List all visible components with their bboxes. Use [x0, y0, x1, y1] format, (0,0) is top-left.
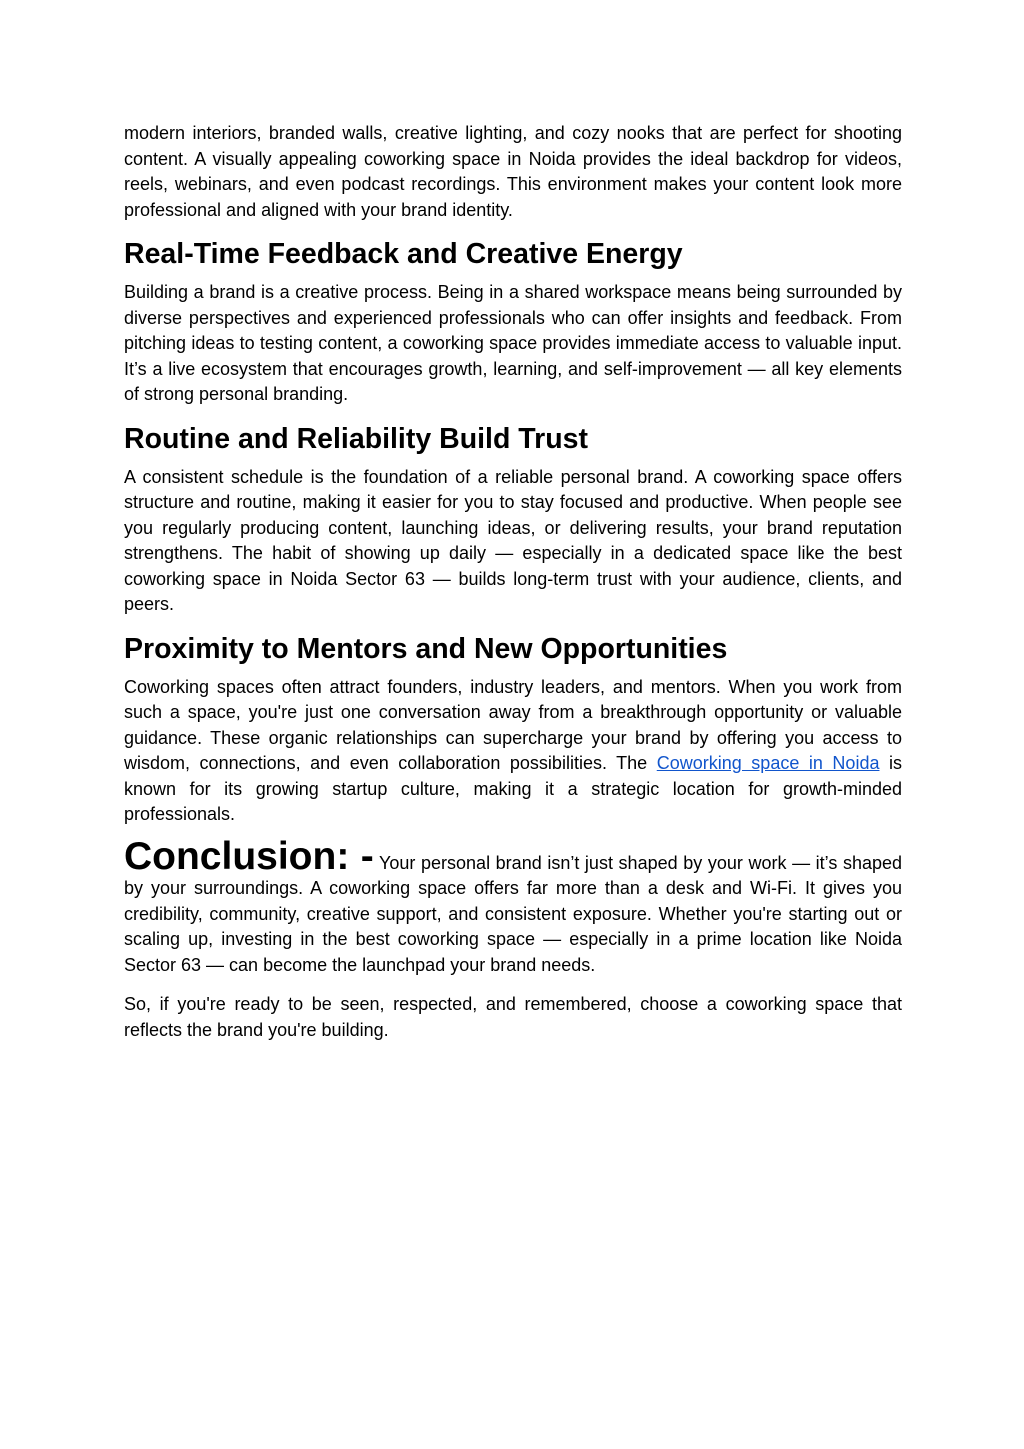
section-paragraph-mentors	[124, 675, 902, 828]
coworking-noida-link[interactable]: Coworking space in Noida	[656, 753, 880, 773]
conclusion-heading: Conclusion: -	[124, 834, 374, 878]
section-heading-feedback: Real-Time Feedback and Creative Energy	[124, 238, 683, 270]
document-page	[124, 121, 902, 1043]
conclusion-text: Your personal brand isn’t just shaped by your work — it’s shaped by your surroundings. A coworking space offers far more than a desk and Wi-Fi. It gives you credibility, community, creative support, and consistent exposure. Whether you're starting out or scaling up, investing in the best coworking space — especially in a prime location like Noida Sector 63 — can become the launchpad your brand needs.	[124, 852, 903, 975]
section-paragraph-feedback: Building a brand is a creative process. Being in a shared workspace means being surrounded by diverse perspectives and experienced professionals who can offer insights and feedback. From pitching ideas to testing content, a coworking space provides immediate access to valuable input. It’s a live ecosystem that encourages growth, learning, and self-improvement — all key elements of strong personal branding.	[124, 282, 902, 404]
mentors-text-before-link: Coworking spaces often attract founders, industry leaders, and mentors. When you work from such a space, you're just one conversation away from a breakthrough opportunity or valuable guidance. These organic relationships can supercharge your brand by offering you access to wisdom, connections, and even collaboration possibilities. The	[124, 676, 902, 773]
section-paragraph-routine: A consistent schedule is the foundation of a reliable personal brand. A coworking space offers structure and routine, making it easier for you to stay focused and productive. When people see you regularly producing content, launching ideas, or delivering results, your brand reputation strengthens. The habit of showing up daily — especially in a dedicated space like the best coworking space in Noida Sector 63 — builds long-term trust with your audience, clients, and peers.	[124, 466, 902, 614]
mentors-text-after-link: is known for its growing startup culture, making it a strategic location for growth-minded professionals.	[124, 753, 903, 824]
conclusion-paragraph	[124, 834, 903, 979]
intro-paragraph: modern interiors, branded walls, creative lighting, and cozy nooks that are perfect for shooting content. A visually appealing coworking space in Noida provides the ideal backdrop for videos, reels, webinars, and even podcast recordings. This environment makes your content look more professional and aligned with your brand identity.	[124, 123, 902, 220]
closing-paragraph: So, if you're ready to be seen, respected, and remembered, choose a coworking space that reflects the brand you're building.	[124, 994, 902, 1040]
section-heading-mentors: Proximity to Mentors and New Opportunities	[124, 632, 728, 665]
section-heading-routine: Routine and Reliability Build Trust	[124, 422, 588, 455]
